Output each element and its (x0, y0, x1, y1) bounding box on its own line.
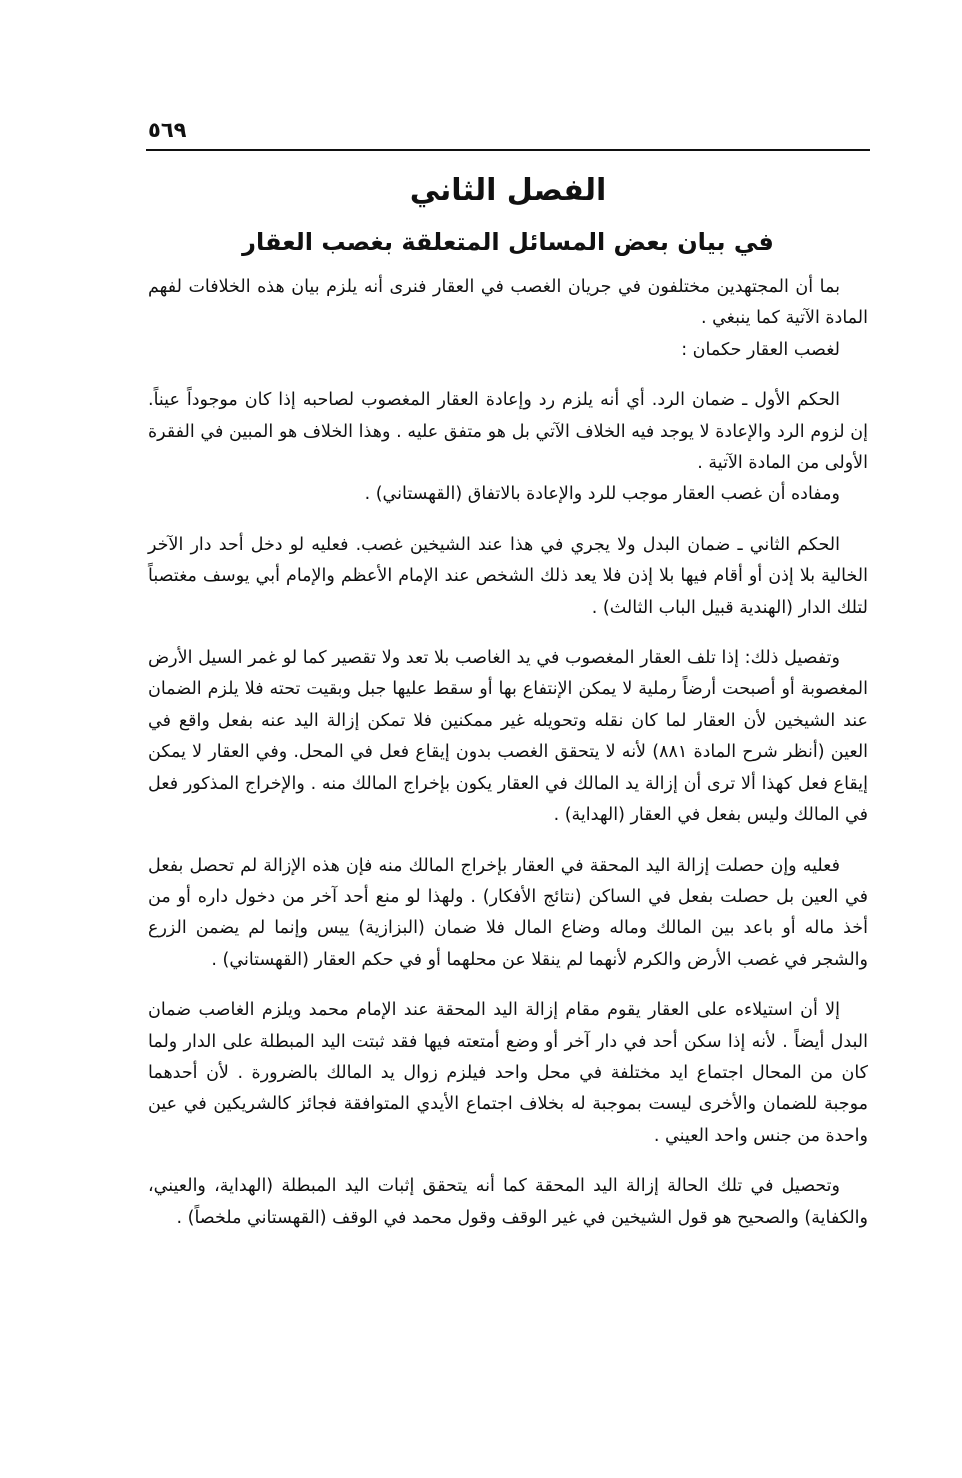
header-rule (146, 149, 870, 151)
paragraph-imam-muhammad: إلا أن استيلاءه على العقار يقوم مقام إزالة اليد المحقة عند الإمام محمد ويلزم الغاصب ضمان البدل أيضاً . لأنه إذا سكن أحد في دار آخر أو وضع أمتعته فيها فقد ثبتت اليد المبطلة على الدار ولما كان من المحال اجتماع ايد مختلفة في محل واحد فيلزم زوال يد المالك بالضرورة . لأن أحدهما موجبة للضمان والأخرى ليست بموجبة له بخلاف اجتماع الأيدي المتوافقة فجائز كالشريكين في عين واحدة من جنس واحد العيني . (148, 1000, 868, 1146)
chapter-subtitle: في بيان بعض المسائل المتعلقة بغصب العقار (242, 228, 774, 256)
paragraph-second-ruling: الحكم الثاني ـ ضمان البدل ولا يجري في هذا عند الشيخين غصب. فعليه لو دخل أحد دار الآخر الخالية بلا إذن أو أقام فيها بلا إذن فلا يعد ذلك الشخص عند الإمام الأعظم والإمام أبي يوسف مغتصباً لتلك الدار (الهندية قبيل الباب الثالث) . (148, 534, 868, 618)
paragraph-conclusion: وتحصيل في تلك الحالة إزالة اليد المحقة كما أنه يتحقق إثبات اليد المبطلة (الهداية، والعيني، والكفاية) والصحيح هو قول الشيخين في غير الوقف وقول محمد في الوقف (القهستاني ملخصاً) . (148, 1176, 868, 1228)
paragraph-details: وتفصيل ذلك: إذا تلف العقار المغصوب في يد الغاصب بلا تعد ولا تقصير كما لو غمر السيل الأرض المغصوبة أو أصبحت أرضاً رملية لا يمكن الإنتفاع بها أو سقط عليها جبل وبقيت تحته فلا يلزم الضمان عند الشيخين لأن العقار لما كان نقله وتحويله غير ممكنين فلا تمكن إزالة اليد عنه بفعل واقع في العين (أنظر شرح المادة ٨٨١) لأنه لا يتحقق الغصب بدون إيقاع فعل في المحل. وفي العقار لا يمكن إيقاع فعل كهذا ألا ترى أن إزالة يد المالك في العقار يكون بإخراج المالك منه . والإخراج المذكور فعل في المالك وليس بفعل في العقار (الهداية) . (148, 648, 869, 826)
paragraph-first-ruling: الحكم الأول ـ ضمان الرد. أي أنه يلزم رد وإعادة العقار المغصوب لصاحبه إذا كان موجوداً عيناً. إن لزوم الرد والإعادة لا يوجد فيه الخلاف الآتي بل هو متفق عليه . وهذا الخلاف هو المبين في الفقرة الأولى من المادة الآتية . (148, 390, 868, 474)
paragraph-removal-of-hand: فعليه وإن حصلت إزالة اليد المحقة في العقار بإخراج المالك منه فإن هذه الإزالة لم تحصل بفعل في العين بل حصلت بفعل في الساكن (نتائج الأفكار) . ولهذا لو منع أحد آخر من دخول داره أو من أخذ ماله أو باعد بين المالك وماله وضاع المال فلا ضمان (البزازية) ييس وإنما لم يضمن الزرع والشجر في غصب الأرض والكرم لأنهما لم ينقلا عن محلهما أو في حكم العقار (القهستاني) . (148, 855, 868, 970)
paragraph-first-ruling-summary: ومفاده أن غصب العقار موجب للرد والإعادة بالاتفاق (القهستاني) . (364, 484, 840, 505)
paragraph-two-rulings: لغصب العقار حكمان : (681, 339, 840, 360)
page-number: ٥٦٩ (148, 118, 187, 142)
body-text (148, 272, 868, 1253)
paragraph-intro: بما أن المجتهدين مختلفون في جريان الغصب في العقار فنرى أنه يلزم بيان هذه الخلافات لفهم المادة الآتية كما ينبغي . (148, 277, 868, 329)
chapter-title: الفصل الثاني (409, 173, 607, 208)
